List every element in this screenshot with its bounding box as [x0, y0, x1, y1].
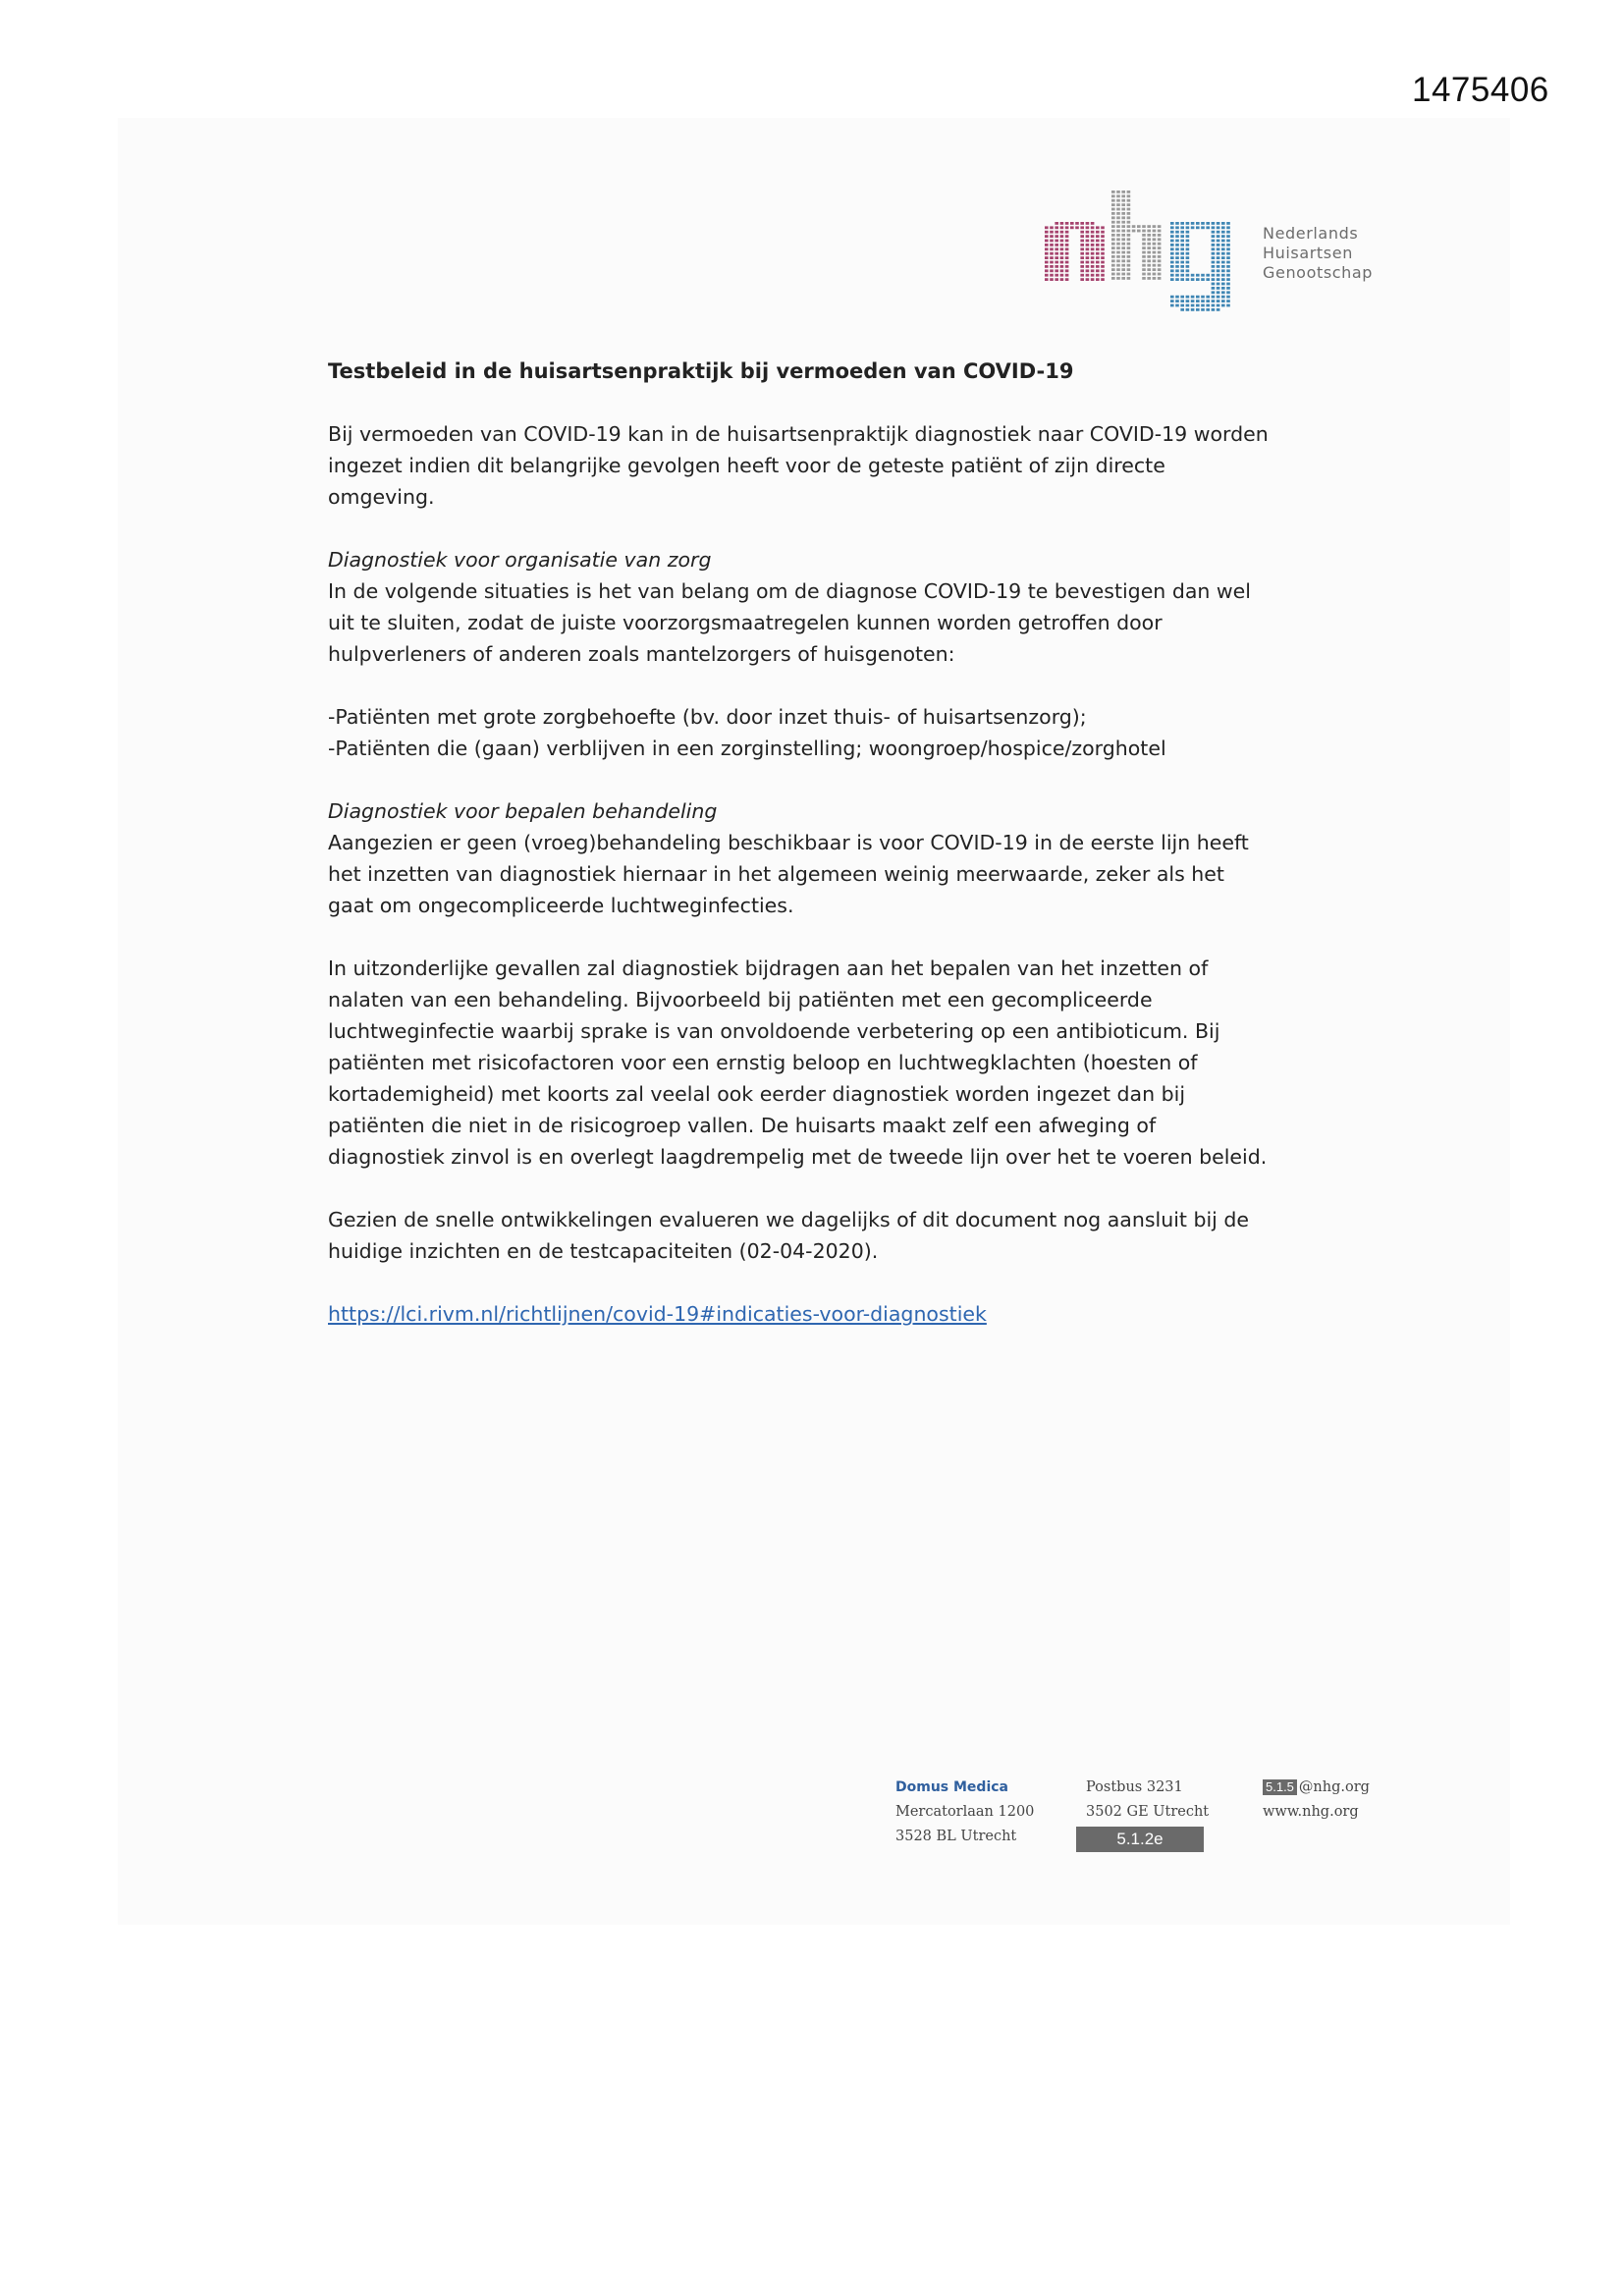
footer-website: www.nhg.org [1263, 1804, 1359, 1820]
logo-line-1: Nederlands [1263, 224, 1359, 243]
rivm-guideline-link[interactable]: https://lci.rivm.nl/richtlijnen/covid-19#indicaties-voor-diagnostiek [328, 1302, 987, 1326]
document-number: 1475406 [1412, 71, 1549, 109]
section2-para2-line: patiënten met risicofactoren voor een ernstig beloop en luchtwegklachten (hoesten of [328, 1051, 1198, 1074]
section-heading-treatment: Diagnostiek voor bepalen behandeling [328, 799, 718, 823]
section-heading-organisation: Diagnostiek voor organisatie van zorg [328, 548, 712, 572]
logo-wordmark [1263, 224, 1373, 283]
section1-line: In de volgende situaties is het van belang om de diagnose COVID-19 te bevestigen dan wel [328, 579, 1251, 603]
section1-line: hulpverleners of anderen zoals mantelzorgers of huisgenoten: [328, 642, 955, 666]
footer-postbus: Postbus 3231 [1086, 1779, 1183, 1795]
intro-line: Bij vermoeden van COVID-19 kan in de huisartsenpraktijk diagnostiek naar COVID-19 worden [328, 422, 1269, 446]
footer-org-name: Domus Medica [895, 1779, 1008, 1795]
section2-para2-line: nalaten van een behandeling. Bijvoorbeeld bij patiënten met een gecompliceerde [328, 988, 1153, 1011]
document-title: Testbeleid in de huisartsenpraktijk bij vermoeden van COVID-19 [328, 359, 1074, 383]
section2-line: Aangezien er geen (vroeg)behandeling beschikbaar is voor COVID-19 in de eerste lijn heeft [328, 831, 1249, 854]
section2-para2-line: luchtweginfectie waarbij sprake is van onvoldoende verbetering op een antibioticum. Bij [328, 1019, 1220, 1043]
logo-line-2: Huisartsen [1263, 244, 1353, 262]
nhg-logo-mark-icon [1043, 187, 1259, 320]
section2-para2-line: In uitzonderlijke gevallen zal diagnostiek bijdragen aan het bepalen van het inzetten of [328, 957, 1209, 980]
footer [895, 1776, 1386, 1864]
section2-line: het inzetten van diagnostiek hiernaar in het algemeen weinig meerwaarde, zeker als het [328, 862, 1224, 886]
redaction-stamp: 5.1.2e [1076, 1827, 1204, 1852]
bullet-item: -Patiënten die (gaan) verblijven in een zorginstelling; woongroep/hospice/zorghotel [328, 737, 1166, 760]
footer-email: @nhg.org [1298, 1779, 1370, 1795]
section2-line: gaat om ongecompliceerde luchtweginfecties. [328, 894, 794, 917]
section2-para3-line: Gezien de snelle ontwikkelingen evalueren we dagelijks of dit document nog aansluit bij de [328, 1208, 1249, 1231]
section2-para2-line: kortademigheid) met koorts zal veelal ook eerder diagnostiek worden ingezet dan bij [328, 1082, 1186, 1106]
intro-line: omgeving. [328, 485, 435, 509]
footer-street: Mercatorlaan 1200 [895, 1804, 1035, 1820]
footer-postcode: 3502 GE Utrecht [1086, 1804, 1210, 1820]
footer-address [895, 1776, 1034, 1849]
section1-line: uit te sluiten, zodat de juiste voorzorgsmaatregelen kunnen worden getroffen door [328, 611, 1163, 634]
redaction-stamp-small: 5.1.5 [1263, 1779, 1297, 1795]
bullet-item: -Patiënten met grote zorgbehoefte (bv. door inzet thuis- of huisartsenzorg); [328, 705, 1087, 729]
section2-para2-line: patiënten die niet in de risicogroep vallen. De huisarts maakt zelf een afweging of [328, 1114, 1157, 1137]
footer-postal [1086, 1776, 1209, 1825]
nhg-logo [1043, 187, 1396, 320]
document-body [328, 355, 1310, 1330]
footer-contact [1263, 1776, 1370, 1825]
logo-line-3: Genootschap [1263, 263, 1374, 282]
footer-city: 3528 BL Utrecht [895, 1829, 1017, 1844]
section2-para2-line: diagnostiek zinvol is en overlegt laagdrempelig met de tweede lijn over het te voeren beleid. [328, 1145, 1268, 1169]
intro-line: ingezet indien dit belangrijke gevolgen heeft voor de geteste patiënt of zijn directe [328, 454, 1165, 477]
section2-para3-line: huidige inzichten en de testcapaciteiten (02-04-2020). [328, 1239, 879, 1263]
